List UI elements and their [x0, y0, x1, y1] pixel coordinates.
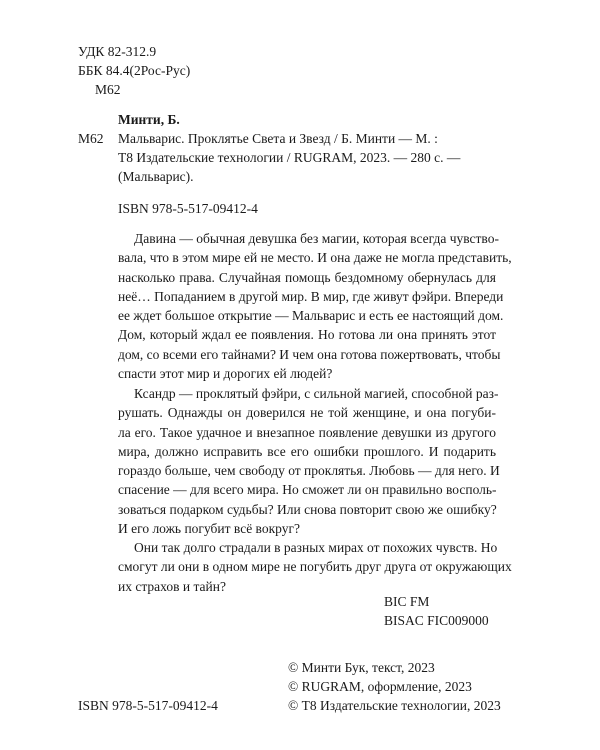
udk-code: УДК 82-312.9	[78, 44, 157, 59]
annotation-line: Давина — обычная девушка без магии, которая всегда чувство-	[134, 231, 499, 246]
annotation-line: Ксандр — проклятый фэйри, с сильной магией, способной раз-	[134, 386, 499, 401]
annotation-paragraph	[118, 538, 512, 596]
annotation-line: гораздо больше, чем свободу от проклятья. Любовь — для него. И	[118, 463, 500, 479]
record-line: Мальварис. Проклятье Света и Звезд / Б. Минти — М. :	[118, 131, 438, 146]
bic-code: BIC FM	[384, 594, 430, 609]
annotation-line: мира, должно исправить все его ошибки прошлого. И подарить	[118, 443, 496, 459]
record-isbn: ISBN 978-5-517-09412-4	[118, 201, 258, 216]
bbk-code: ББК 84.4(2Рос-Рус)	[78, 63, 191, 78]
copyright-line: © RUGRAM, оформление, 2023	[288, 679, 472, 694]
annotation-line: спасти этот мир и дорогих ей людей?	[118, 366, 333, 382]
copyright-line: © Т8 Издательские технологии, 2023	[288, 698, 501, 713]
annotation-line: дом, со всеми его тайнами? И чем она готова пожертвовать, чтобы	[118, 346, 501, 362]
annotation-line: смогут ли они в одном мире не погубить друг друга от окружающих	[118, 559, 512, 575]
annotation-line: неё… Попаданием в другой мир. В мир, где живут фэйри. Впереди	[118, 288, 504, 304]
record-author: Минти, Б.	[118, 112, 180, 127]
annotation-line: ее ждет большое открытие — Мальварис и есть ее настоящий дом.	[118, 308, 504, 324]
record-line: (Мальварис).	[118, 169, 194, 184]
annotation-line: Они так долго страдали в разных мирах от похожих чувств. Но	[134, 540, 498, 555]
annotation-paragraph	[118, 229, 512, 383]
bisac-code: BISAC FIC009000	[384, 613, 489, 628]
annotation-line: спасение — для всего мира. Но сможет ли он правильно восполь-	[118, 482, 497, 498]
annotation-line: Дом, который ждал ее появления. Но готова ли она принять этот	[118, 327, 496, 343]
annotation-line: И его ложь погубит всё вокруг?	[118, 521, 300, 537]
record-side-mark: М62	[78, 131, 104, 146]
author-mark: М62	[95, 82, 121, 97]
annotation-paragraph	[118, 384, 500, 538]
record-line: Т8 Издательские технологии / RUGRAM, 2023. — 280 с. —	[118, 150, 461, 165]
subject-codes	[384, 592, 489, 630]
annotation-line: их страхов и тайн?	[118, 578, 226, 594]
annotation-line: зоваться подарком судьбы? Или снова повторит свою же ошибку?	[118, 501, 497, 517]
footer-isbn: ISBN 978-5-517-09412-4	[78, 698, 218, 713]
annotation-line: вала, что в этом мире ей не место. И она даже не могла представить,	[118, 250, 512, 266]
annotation-line: ла его. Такое удачное и внезапное появление девушки из другого	[118, 424, 496, 440]
annotation-line: рушать. Однажды он доверился не той женщине, и она погуби-	[118, 405, 496, 421]
annotation-line: насколько права. Случайная помощь бездомному обернулась для	[118, 269, 496, 285]
copyright-line: © Минти Бук, текст, 2023	[288, 660, 435, 675]
